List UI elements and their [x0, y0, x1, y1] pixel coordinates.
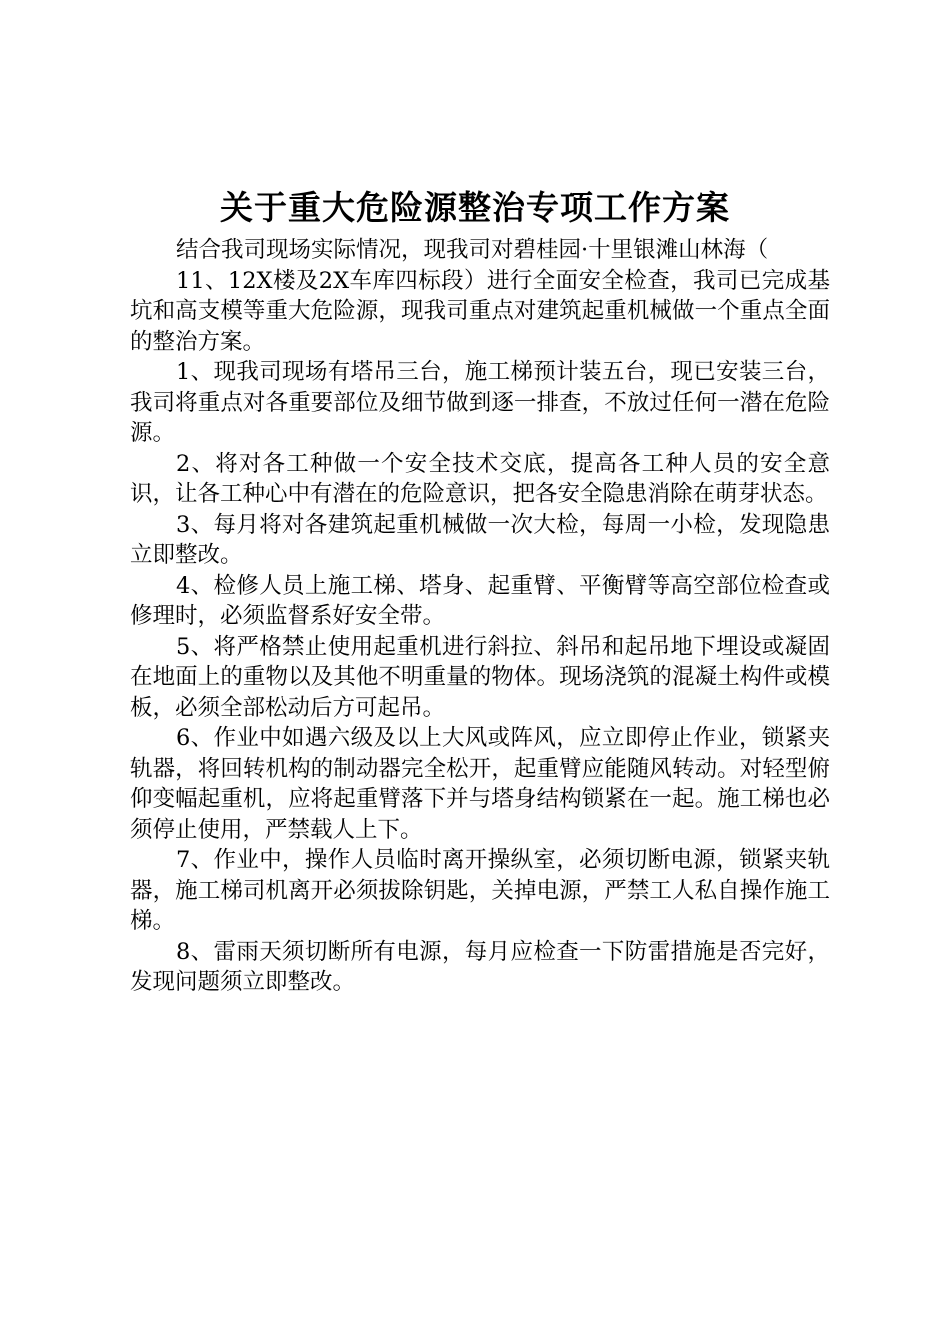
paragraph-intro: 结合我司现场实际情况，现我司对碧桂园·十里银滩山林海（ [176, 237, 769, 263]
paragraph-item-7: 7、作业中，操作人员临时离开操纵室，必须切断电源，锁紧夹轨器，施工梯司机离开必须拔除钥匙，关掉电源，严禁工人私自操作施工梯。 [130, 847, 830, 934]
paragraph-item-1: 1、现我司现场有塔吊三台，施工梯预计装五台，现已安装三台，我司将重点对各重要部位及细节做到逐一排查，不放过任何一潜在危险源。 [130, 359, 830, 446]
paragraph-item-2: 2、将对各工种做一个安全技术交底，提高各工种人员的安全意识，让各工种心中有潜在的危险意识，把各安全隐患消除在萌芽状态。 [130, 450, 830, 507]
paragraph-scope: 11、12X楼及2X车库四标段）进行全面安全检查，我司已完成基坑和高支模等重大危险源，现我司重点对建筑起重机械做一个重点全面的整治方案。 [130, 267, 830, 355]
document-title: 关于重大危险源整治专项工作方案 [220, 188, 730, 227]
document-body [130, 235, 830, 998]
paragraph-item-8: 8、雷雨天须切断所有电源，每月应检查一下防雷措施是否完好，发现问题须立即整改。 [130, 938, 830, 995]
paragraph-item-5: 5、将严格禁止使用起重机进行斜拉、斜吊和起吊地下埋设或凝固在地面上的重物以及其他不明重量的物体。现场浇筑的混凝土构件或模板，必须全部松动后方可起吊。 [130, 633, 830, 721]
paragraph-item-3: 3、每月将对各建筑起重机械做一次大检，每周一小检，发现隐患立即整改。 [130, 511, 830, 568]
paragraph-item-6: 6、作业中如遇六级及以上大风或阵风，应立即停止作业，锁紧夹轨器，将回转机构的制动器完全松开，起重臂应能随风转动。对轻型俯仰变幅起重机，应将起重臂落下并与塔身结构锁紧在一起。施工梯也必须停止使用，严禁载人上下。 [130, 725, 830, 843]
paragraph-item-4: 4、检修人员上施工梯、塔身、起重臂、平衡臂等高空部位检查或修理时，必须监督系好安全带。 [130, 572, 830, 629]
